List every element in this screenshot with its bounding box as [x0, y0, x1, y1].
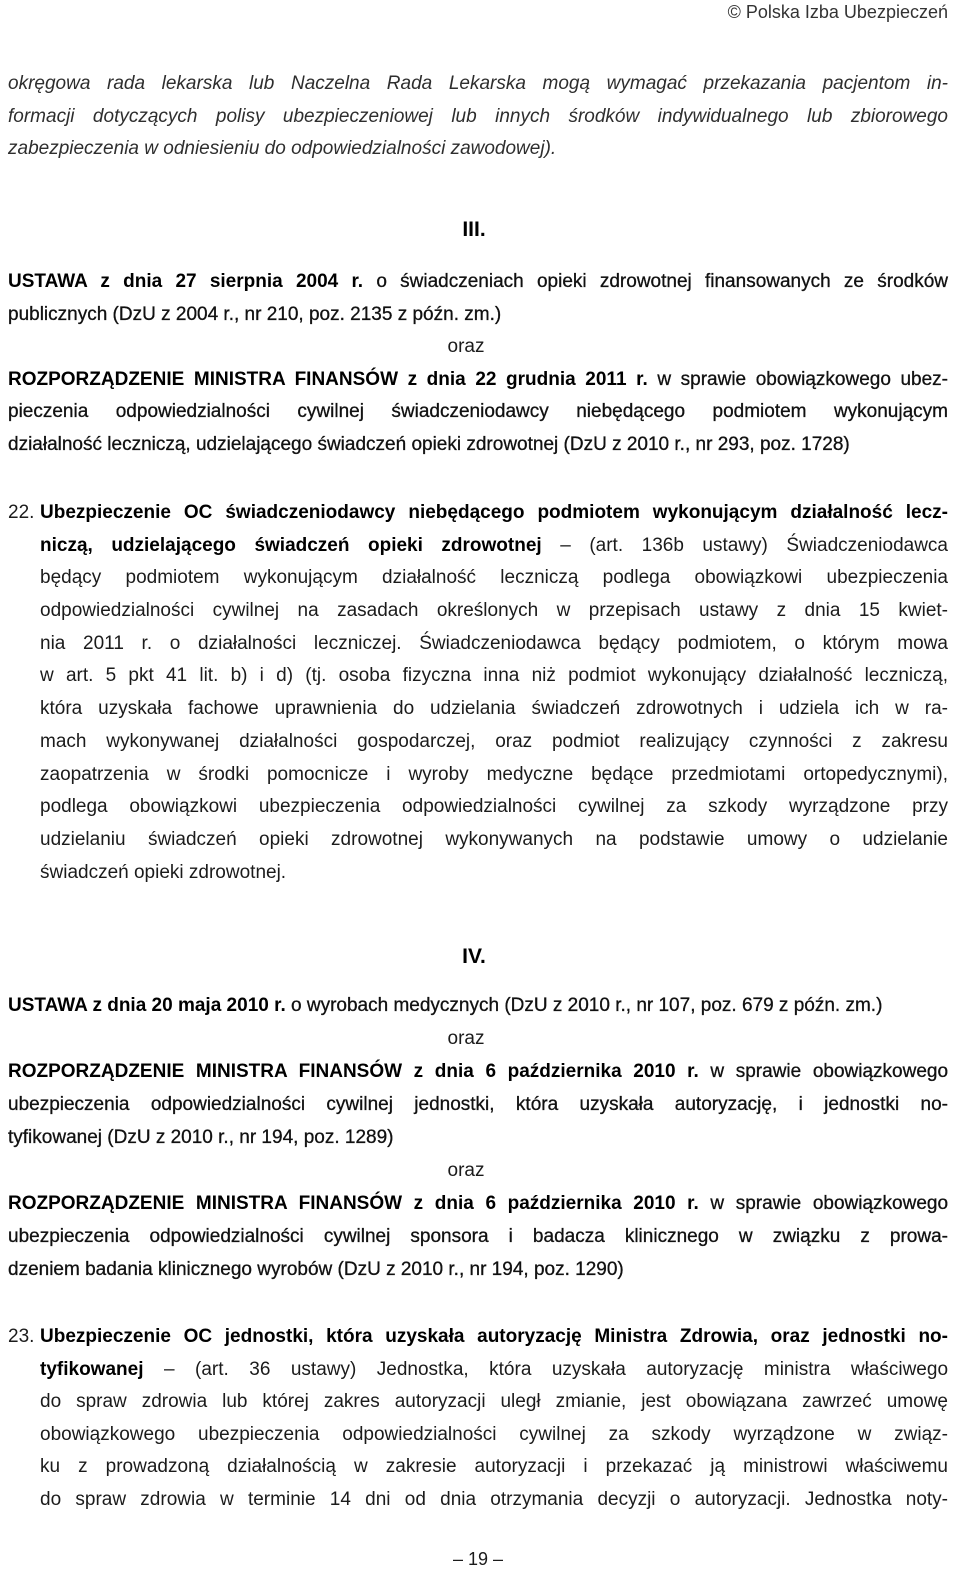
- section-iii-numeral: III.: [462, 218, 486, 241]
- regulation-line: [8, 1121, 948, 1154]
- item-line: podlega obowiązkowi ubezpieczenia odpowiedzialności cywilnej za szkody wyrządzone przy: [40, 796, 948, 818]
- item-22-paragraph: [40, 497, 948, 889]
- act-line: [8, 266, 948, 299]
- item-22-number: 22.: [8, 502, 35, 523]
- section-iv-legal-basis: [8, 989, 948, 1287]
- regulation-text: tyfikowanej (DzU z 2010 r., nr 194, poz. 1289): [8, 1126, 394, 1148]
- intro-line: zabezpieczenia w odniesieniu do odpowiedzialności zawodowej).: [8, 138, 557, 159]
- intro-line: formacji dotyczących polisy ubezpieczeniowej lub innych środków indywidualnego lub zbiorowego: [8, 105, 948, 127]
- conjunction: oraz: [447, 1159, 485, 1181]
- regulation-title: ROZPORZĄDZENIE MINISTRA FINANSÓW z dnia 6 października 2010 r.: [8, 1193, 699, 1215]
- item-title-line: [40, 497, 948, 530]
- intro-paragraph: [8, 68, 948, 166]
- copyright-header: © Polska Izba Ubezpieczeń: [727, 2, 948, 22]
- section-iv-numeral: IV.: [462, 945, 486, 968]
- act-title: USTAWA z dnia 27 sierpnia 2004 r.: [8, 271, 364, 292]
- section-iii-legal-basis: [8, 266, 948, 462]
- regulation-line: [8, 396, 948, 429]
- act-title: USTAWA z dnia 20 maja 2010 r.: [8, 994, 286, 1016]
- regulation-text: w sprawie obowiązkowego: [710, 1060, 949, 1082]
- item-title: niczą, udzielającego świadczeń opieki zdrowotnej: [40, 534, 542, 556]
- item-title: tyfikowanej: [40, 1358, 144, 1380]
- item-line: zaopatrzenia w środki pomocnicze i wyroby medyczne będące przedmiotami ortopedycznymi),: [40, 763, 948, 785]
- item-title-line: [40, 1321, 948, 1354]
- item-line: w art. 5 pkt 41 lit. b) i d) (tj. osoba fizyczna inna niż podmiot wykonujący działalność leczniczą,: [40, 665, 948, 687]
- regulation-text: dzeniem badania klinicznego wyrobów (DzU z 2010 r., nr 194, poz. 1290): [8, 1259, 624, 1281]
- regulation-text: pieczenia odpowiedzialności cywilnej świadczeniodawcy niebędącego podmiotem wykonującym: [8, 401, 948, 423]
- item-text: – (art. 136b ustawy) Świadczeniodawca: [560, 534, 948, 556]
- regulation-line: [8, 1055, 948, 1088]
- regulation-text: działalność leczniczą, udzielającego świadczeń opieki zdrowotnej (DzU z 2010 r., nr 293, poz. 1728): [8, 433, 850, 455]
- regulation-text: ubezpieczenia odpowiedzialności cywilnej sponsora i badacza klinicznego w związku z prowa-: [8, 1226, 948, 1248]
- item-title: Ubezpieczenie OC świadczeniodawcy niebędącego podmiotem wykonującym działalność lecz-: [40, 502, 948, 523]
- act-line: [8, 299, 948, 332]
- item-line: odpowiedzialności cywilnej na zasadach określonych w przepisach ustawy z dnia 15 kwiet-: [40, 600, 948, 622]
- page-number: – 19 –: [452, 1549, 504, 1569]
- item-line: ku z prowadzoną działalnością w zakresie autoryzacji i przekazać ją ministrowi właściwemu: [40, 1456, 948, 1478]
- item-line: do spraw zdrowia w terminie 14 dni od dnia otrzymania decyzji o autoryzacji. Jednostka noty-: [40, 1488, 948, 1510]
- item-line: mach wykonywanej działalności gospodarczej, oraz podmiot realizujący czynności z zakresu: [40, 730, 948, 752]
- item-23-number: 23.: [8, 1326, 35, 1347]
- act-text: o świadczeniach opieki zdrowotnej finansowanych ze środków: [376, 271, 948, 292]
- regulation-line: [8, 1220, 948, 1253]
- regulation-line: [8, 364, 948, 397]
- regulation-text: w sprawie obowiązkowego: [710, 1193, 949, 1215]
- item-23-paragraph: [40, 1321, 948, 1517]
- item-line: udzielaniu świadczeń opieki zdrowotnej wykonywanych na podstawie umowy o udzielanie: [40, 828, 948, 850]
- conjunction: oraz: [447, 336, 485, 358]
- item-title: Ubezpieczenie OC jednostki, która uzyskała autoryzację Ministra Zdrowia, oraz jednostki no-: [40, 1326, 948, 1347]
- regulation-text: ubezpieczenia odpowiedzialności cywilnej jednostki, która uzyskała autoryzację, i jednostki no-: [8, 1093, 948, 1115]
- item-line: świadczeń opieki zdrowotnej.: [40, 861, 287, 883]
- item-text: – (art. 36 ustawy) Jednostka, która uzyskała autoryzację ministra właściwego: [163, 1358, 949, 1380]
- item-line: nia 2011 r. o działalności leczniczej. Świadczeniodawca będący podmiotem, o którym mowa: [40, 632, 948, 654]
- act-line: [8, 989, 948, 1022]
- regulation-line: [8, 1187, 948, 1220]
- intro-line: okręgowa rada lekarska lub Naczelna Rada Lekarska mogą wymagać przekazania pacjentom in-: [8, 73, 948, 94]
- regulation-line: [8, 1088, 948, 1121]
- conjunction: oraz: [447, 1027, 485, 1049]
- item-line: [40, 1354, 948, 1387]
- item-line: obowiązkowego ubezpieczenia odpowiedzialności cywilnej za szkody wyrządzone w związ-: [40, 1423, 948, 1445]
- regulation-line: [8, 1253, 948, 1286]
- item-line: która uzyskała fachowe uprawnienia do udzielania świadczeń zdrowotnych i udziela ich w ra-: [40, 698, 948, 720]
- item-line: będący podmiotem wykonującym działalność leczniczą podlega obowiązkowi ubezpieczenia: [40, 567, 948, 589]
- act-text: publicznych (DzU z 2004 r., nr 210, poz. 2135 z późn. zm.): [8, 303, 502, 325]
- regulation-line: [8, 429, 948, 462]
- regulation-title: ROZPORZĄDZENIE MINISTRA FINANSÓW z dnia 22 grudnia 2011 r.: [8, 368, 648, 390]
- regulation-text: w sprawie obowiązkowego ubez-: [657, 368, 949, 390]
- item-line: do spraw zdrowia lub której zakres autoryzacji uległ zmianie, jest obowiązana zawrzeć umowę: [40, 1391, 948, 1413]
- regulation-title: ROZPORZĄDZENIE MINISTRA FINANSÓW z dnia 6 października 2010 r.: [8, 1060, 699, 1082]
- act-text: o wyrobach medycznych (DzU z 2010 r., nr 107, poz. 679 z późn. zm.): [291, 994, 883, 1016]
- item-line: [40, 530, 948, 563]
